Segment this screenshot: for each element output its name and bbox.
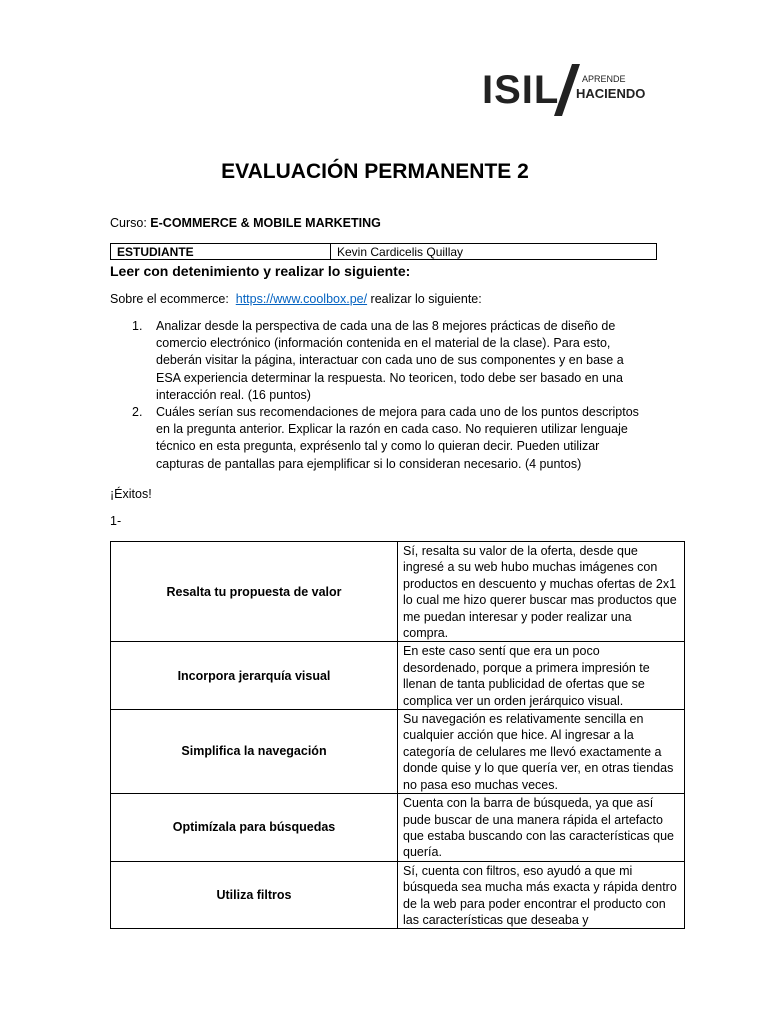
criterion-cell: Incorpora jerarquía visual bbox=[111, 642, 398, 710]
document-title: EVALUACIÓN PERMANENTE 2 bbox=[221, 160, 529, 183]
course-line bbox=[110, 216, 381, 230]
criterion-cell: Utiliza filtros bbox=[111, 861, 398, 929]
instructions-heading: Leer con detenimiento y realizar lo siguiente: bbox=[110, 263, 411, 279]
student-table bbox=[110, 243, 657, 260]
logo-brand: ISIL bbox=[482, 68, 560, 112]
response-cell: Cuenta con la barra de búsqueda, ya que así pude buscar de una manera rápida el artefacto que estaba buscando con las características que quería. bbox=[398, 794, 685, 862]
response-cell: Sí, resalta su valor de la oferta, desde que ingresé a su web hubo muchas imágenes con productos en descuento y muchas ofertas de 2x1 lo cual me hizo querer buscar mas productos que me puedan interesar y poder realizar una compra. bbox=[398, 542, 685, 642]
site-suffix: realizar lo siguiente: bbox=[367, 292, 482, 306]
table-row bbox=[111, 642, 685, 710]
task-list bbox=[110, 318, 650, 473]
table-row bbox=[111, 542, 685, 642]
course-label: Curso: bbox=[110, 216, 151, 230]
site-line bbox=[110, 292, 482, 306]
task-item bbox=[110, 404, 650, 473]
student-label: ESTUDIANTE bbox=[111, 244, 331, 260]
task-number: 1. bbox=[132, 319, 143, 333]
isil-logo bbox=[482, 62, 652, 120]
rubric-table bbox=[110, 541, 685, 929]
criterion-cell: Resalta tu propuesta de valor bbox=[111, 542, 398, 642]
course-value: E-COMMERCE & MOBILE MARKETING bbox=[150, 216, 381, 230]
response-cell: Sí, cuenta con filtros, eso ayudó a que mi búsqueda sea mucha más exacta y rápida dentro de la web para poder encontrar el producto con las características que deseaba y bbox=[398, 861, 685, 929]
table-row bbox=[111, 861, 685, 929]
criterion-cell: Simplifica la navegación bbox=[111, 710, 398, 794]
closing-text: ¡Éxitos! bbox=[110, 487, 152, 501]
logo-tagline-top: APRENDE bbox=[582, 74, 626, 84]
table-row bbox=[111, 710, 685, 794]
criterion-cell: Optimízala para búsquedas bbox=[111, 794, 398, 862]
response-cell: Su navegación es relativamente sencilla en cualquier acción que hice. Al ingresar a la categoría de celulares me llevó exactamente a donde quise y lo que quería ver, en otras tiendas no pasa eso muchas veces. bbox=[398, 710, 685, 794]
task-text: Analizar desde la perspectiva de cada una de las 8 mejores prácticas de diseño de comercio electrónico (información contenida en el material de la clase). Para esto, deberán visitar la página, interactuar con cada uno de sus componentes y en base a ESA experiencia determinar la respuesta. No teoricen, todo debe ser basado en una interacción real. (16 puntos) bbox=[156, 319, 624, 402]
site-link[interactable]: https://www.coolbox.pe/ bbox=[235, 292, 368, 306]
task-item bbox=[110, 318, 650, 404]
task-text: Cuáles serían sus recomendaciones de mejora para cada uno de los puntos descriptos en la pregunta anterior. Explicar la razón en cada caso. No requieren utilizar lenguaje técnico en esta pregunta, exprésenlo tal y como lo quieran decir. Pueden utilizar capturas de pantallas para ejemplificar si lo consideran necesario. (4 puntos) bbox=[156, 405, 639, 471]
table-row bbox=[111, 794, 685, 862]
student-name: Kevin Cardicelis Quillay bbox=[331, 244, 657, 260]
site-prefix: Sobre el ecommerce: bbox=[110, 292, 236, 306]
logo-tagline-bottom: HACIENDO bbox=[576, 86, 646, 101]
section-label: 1- bbox=[110, 514, 122, 528]
response-cell: En este caso sentí que era un poco desordenado, porque a primera impresión te llenan de tanta publicidad de ofertas que se complica ver un orden jerárquico visual. bbox=[398, 642, 685, 710]
task-number: 2. bbox=[132, 405, 143, 420]
